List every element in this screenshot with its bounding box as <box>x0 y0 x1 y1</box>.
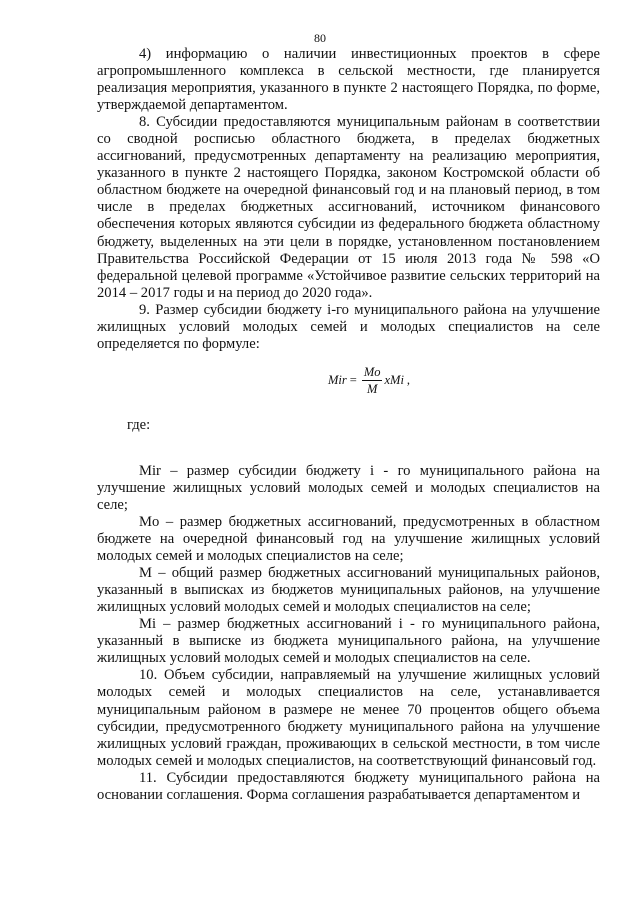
formula-numerator: Mo <box>363 364 381 379</box>
definition-mir: Mir – размер субсидии бюджету i - го муниципального района на улучшение жилищных условий молодых семей и молодых специалистов на селе; <box>97 462 600 513</box>
definition-mo: Mo – размер бюджетных ассигнований, предусмотренных в областном бюджете на очередной финансовый год на улучшение жилищных условий молодых семей и молодых специалистов на селе; <box>97 513 600 565</box>
where-label: где: <box>127 416 151 433</box>
document-body <box>97 46 600 804</box>
paragraph-9: 9. Размер субсидии бюджету i-го муниципального района на улучшение жилищных условий молодых семей и молодых специалистов на селе определяется по формуле: <box>97 301 600 352</box>
definition-mi: Mi – размер бюджетных ассигнований i - го муниципального района, указанный в выписке из бюджета муниципального района, на улучшение жилищных условий молодых семей и молодых специалистов на селе. <box>97 616 600 667</box>
formula-trail: , <box>406 372 411 387</box>
formula-denominator: M <box>366 381 378 396</box>
definition-m: M – общий размер бюджетных ассигнований муниципальных районов, указанный в выписках из бюджетов муниципальных районов, на улучшение жилищных условий молодых семей и молодых специалистов на селе; <box>97 565 600 616</box>
formula-equals: = <box>349 372 357 387</box>
paragraph-11: 11. Субсидии предоставляются бюджету муниципального района на основании соглашения. Форма соглашения разрабатывается департаментом и <box>97 769 600 803</box>
formula-lhs: Mir <box>328 372 347 387</box>
formula-fraction <box>362 365 383 396</box>
paragraph-item-4: 4) информацию о наличии инвестиционных проектов в сфере агропромышленного комплекса в сельской местности, где планируется реализация мероприятия, указанного в пункте 2 настоящего Порядка, по форме, утверждаемой департаментом. <box>97 46 600 114</box>
paragraph-10: 10. Объем субсидии, направляемый на улучшение жилищных условий молодых семей и молодых специалистов на селе, устанавливается муниципальным районом в размере не менее 70 процентов общего объема субсидии, предусмотренного бюджету муниципального района на улучшение жилищных условий граждан, проживающих в сельской местности, в том числе молодых семей и молодых специалистов, на соответствующий финансовый год. <box>97 667 600 769</box>
formula-rhs: xMi <box>384 372 404 387</box>
paragraph-8: 8. Субсидии предоставляются муниципальным районам в соответствии со сводной росписью областного бюджета, в пределах бюджетных ассигнований, предусмотренных департаменту на реализацию мероприятия, указанного в пункте 2 настоящего Порядка, законом Костромской области об областном бюджете на очередной финансовый год и на плановый период, в том числе в пределах бюджетных ассигнований, источником финансового обеспечения которых являются субсидии из федерального бюджета областному бюджету, выделенных на эти цели в порядке, установленном постановлением Правительства Российской Федерации от 15 июля 2013 года № 598 «О федеральной целевой программе «Устойчивое развитие сельских территорий на 2014 – 2017 годы и на период до 2020 года». <box>97 114 600 301</box>
formula-block <box>97 353 600 417</box>
subsidy-formula <box>328 365 410 396</box>
page-number: 80 <box>314 31 326 45</box>
